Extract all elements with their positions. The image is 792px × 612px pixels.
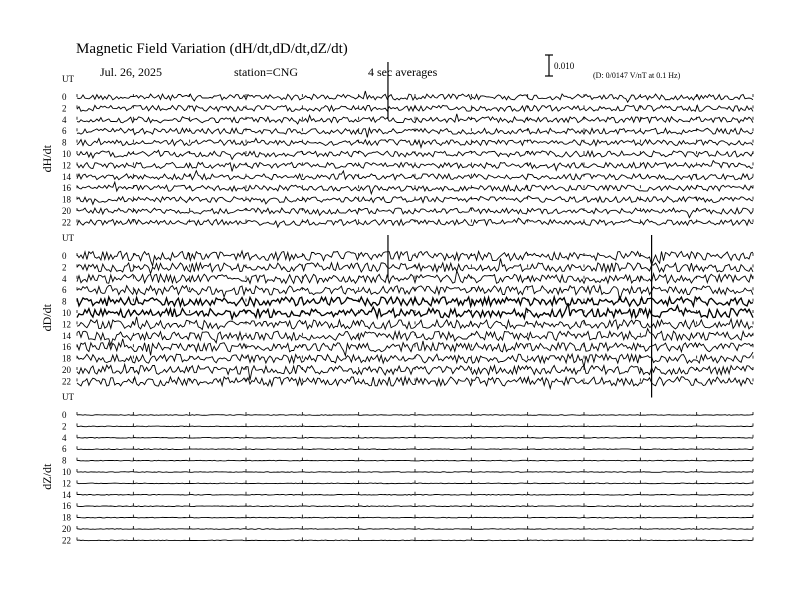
trace-row-4 xyxy=(77,438,753,439)
row-label: 10 xyxy=(62,308,71,318)
trace-row-0 xyxy=(77,91,753,102)
averaging-label: 4 sec averages xyxy=(368,65,438,79)
row-label: 18 xyxy=(62,512,71,523)
panel-label: dH/dt xyxy=(40,145,54,173)
scale-note: (D: 0/0147 V/nT at 0.1 Hz) xyxy=(593,71,681,80)
row-label: 8 xyxy=(62,455,67,466)
row-label: 16 xyxy=(62,342,71,353)
row-label: 16 xyxy=(62,501,71,512)
row-label: 14 xyxy=(62,489,71,500)
trace-row-0 xyxy=(77,415,753,416)
row-label: 2 xyxy=(62,421,67,432)
ut-axis-label: UT xyxy=(62,392,74,402)
row-label: 0 xyxy=(62,410,67,420)
row-label: 0 xyxy=(62,92,67,102)
station-label: station=CNG xyxy=(234,65,299,79)
row-label: 14 xyxy=(62,171,71,182)
row-label: 18 xyxy=(62,353,71,364)
ut-axis-label: UT xyxy=(62,233,74,243)
trace-row-14 xyxy=(77,495,753,496)
trace-row-16 xyxy=(77,182,753,194)
row-label: 22 xyxy=(62,535,71,546)
row-label: 12 xyxy=(62,160,71,171)
row-label: 4 xyxy=(62,114,67,125)
row-label: 8 xyxy=(62,137,67,148)
row-label: 0 xyxy=(62,251,67,261)
panels xyxy=(40,62,753,545)
row-label: 4 xyxy=(62,273,67,284)
panel-0 xyxy=(40,62,753,227)
panel-label: dZ/dt xyxy=(40,463,54,490)
row-label: 12 xyxy=(62,319,71,330)
row-label: 2 xyxy=(62,262,67,273)
row-label: 10 xyxy=(62,467,71,477)
ut-axis-label: UT xyxy=(62,74,74,84)
row-label: 8 xyxy=(62,296,67,307)
panel-2 xyxy=(40,392,753,545)
row-label: 12 xyxy=(62,478,71,489)
row-label: 14 xyxy=(62,330,71,341)
row-label: 20 xyxy=(62,365,71,375)
row-label: 10 xyxy=(62,149,71,159)
trace-row-10 xyxy=(77,472,753,473)
trace-row-16 xyxy=(77,506,753,507)
row-label: 22 xyxy=(62,217,71,228)
date-label: Jul. 26, 2025 xyxy=(100,65,163,79)
row-label: 22 xyxy=(62,376,71,387)
row-label: 6 xyxy=(62,444,67,455)
row-label: 2 xyxy=(62,103,67,114)
row-label: 20 xyxy=(62,524,71,534)
panel-label: dD/dt xyxy=(40,304,54,332)
trace-row-12 xyxy=(77,161,753,172)
chart-title: Magnetic Field Variation (dH/dt,dD/dt,dZ/dt) xyxy=(76,41,348,57)
trace-row-6 xyxy=(77,449,753,450)
row-label: 6 xyxy=(62,126,67,137)
panel-1 xyxy=(40,233,753,398)
row-label: 20 xyxy=(62,206,71,216)
trace-row-8 xyxy=(77,138,753,147)
scale-value: 0.010 xyxy=(554,61,575,71)
row-label: 16 xyxy=(62,183,71,194)
row-label: 18 xyxy=(62,194,71,205)
hour-ticks xyxy=(77,515,753,518)
row-label: 6 xyxy=(62,285,67,296)
scale-bar xyxy=(545,55,553,76)
trace-row-12 xyxy=(77,483,753,484)
trace-row-20 xyxy=(77,208,753,218)
row-label: 4 xyxy=(62,432,67,443)
